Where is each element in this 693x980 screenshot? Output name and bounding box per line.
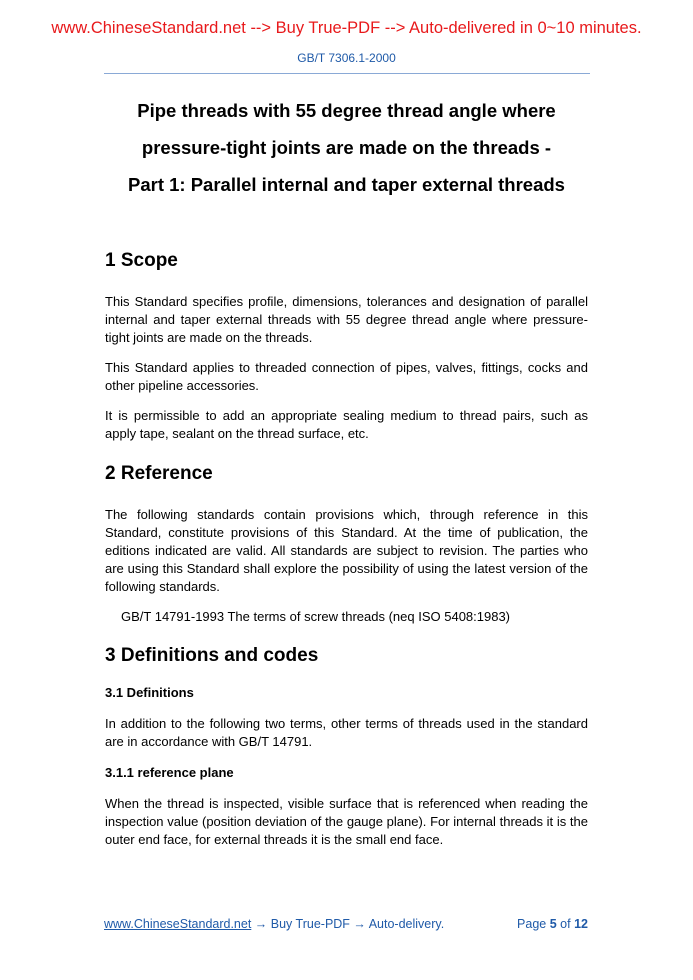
page-footer xyxy=(104,916,588,932)
document-title xyxy=(60,92,633,203)
document-body xyxy=(105,247,588,849)
reference-paragraph-1: The following standards contain provisions which, through reference in this Standard, constitute provisions of this Standard. At the time of publication, the editions indicated are valid. All standards are subject to revision. The parties who are using this Standard shall explore the possibility of using the latest version of the following standards. xyxy=(105,507,588,594)
section-heading-reference: 2 Reference xyxy=(105,463,213,484)
section-heading-definitions: 3 Definitions and codes xyxy=(105,645,319,666)
footer-delivery-text: → Buy True-PDF → Auto-delivery. xyxy=(251,917,445,931)
title-line-3: Part 1: Parallel internal and taper external threads xyxy=(128,174,565,195)
scope-paragraph-1: This Standard specifies profile, dimensions, tolerances and designation of parallel internal and taper external threads with 55 degree thread angle where pressure-tight joints are made on the threads. xyxy=(105,294,588,345)
footer-site-link[interactable]: www.ChineseStandard.net xyxy=(104,917,252,931)
page-number xyxy=(517,916,588,932)
scope-paragraph-3: It is permissible to add an appropriate sealing medium to thread pairs, such as apply tape, sealant on the thread surface, etc. xyxy=(105,408,588,441)
document-code: GB/T 7306.1-2000 xyxy=(297,51,396,65)
top-banner[interactable]: www.ChineseStandard.net --> Buy True-PDF --> Auto-delivered in 0~10 minutes. xyxy=(51,19,642,37)
title-line-1: Pipe threads with 55 degree thread angle where xyxy=(137,100,556,121)
definitions-paragraph-1: In addition to the following two terms, other terms of threads used in the standard are in accordance with GB/T 14791. xyxy=(105,716,588,749)
page-label: Page xyxy=(517,917,547,931)
subsection-heading-3-1: 3.1 Definitions xyxy=(105,685,194,700)
reference-item-1: GB/T 14791-1993 The terms of screw threads (neq ISO 5408:1983) xyxy=(121,609,511,624)
definitions-paragraph-2: When the thread is inspected, visible surface that is referenced when reading the inspection value (position deviation of the gauge plane). For internal threads it is the outer end face, for external threads it is the small end face. xyxy=(105,796,588,847)
header-divider xyxy=(104,73,590,74)
page-current: 5 xyxy=(549,917,557,931)
scope-paragraph-2: This Standard applies to threaded connection of pipes, valves, fittings, cocks and other pipeline accessories. xyxy=(105,360,588,393)
title-line-2: pressure-tight joints are made on the threads - xyxy=(141,137,552,158)
page-of: of xyxy=(560,917,571,931)
section-heading-scope: 1 Scope xyxy=(105,250,178,271)
page-total: 12 xyxy=(574,917,588,931)
subsection-heading-3-1-1: 3.1.1 reference plane xyxy=(105,765,234,780)
